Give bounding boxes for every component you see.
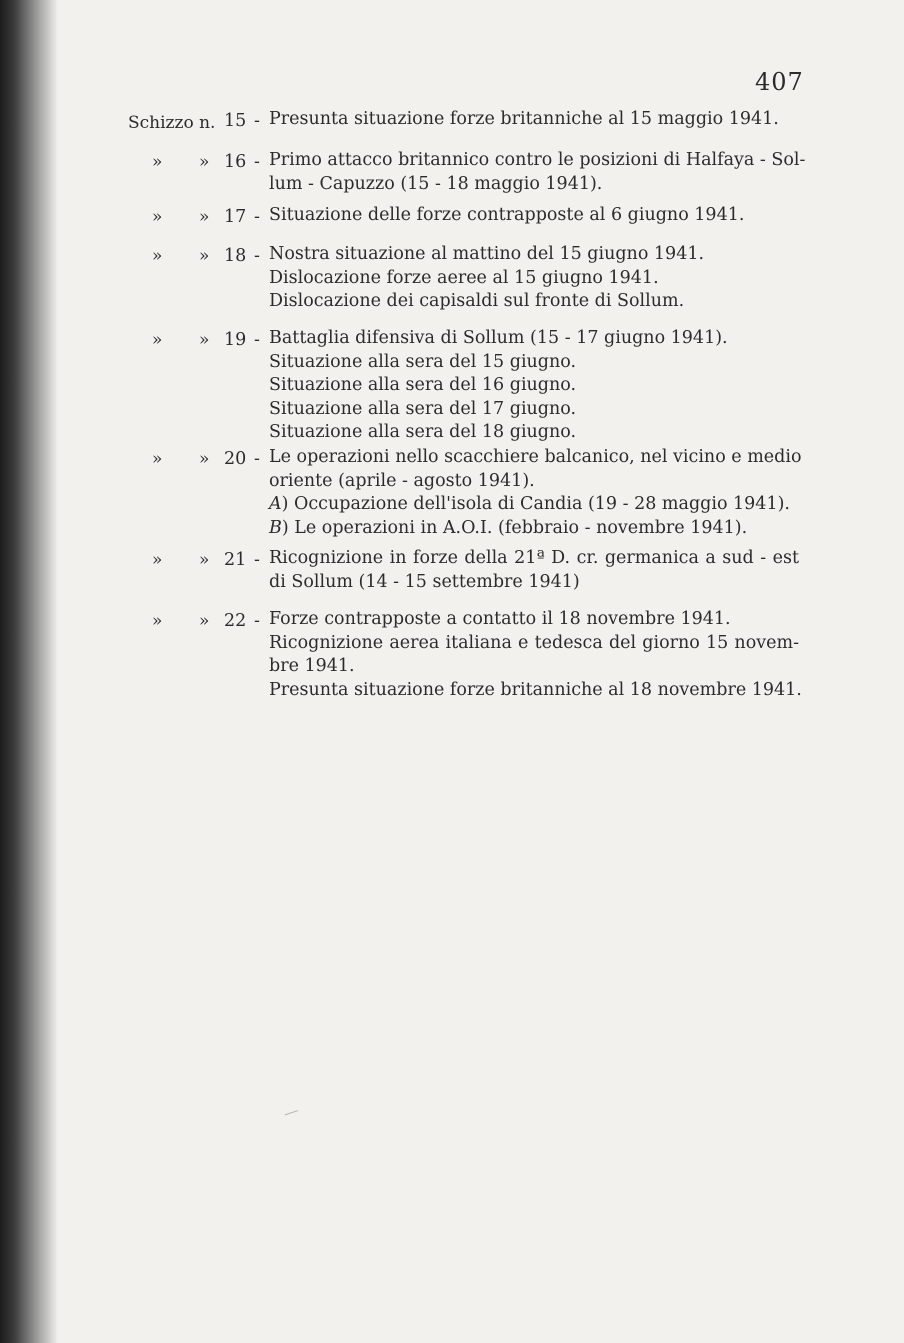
entry-line-text: Ricognizione in forze della 21ª D. cr. germanica a sud - est: [269, 548, 799, 568]
ditto-mark: »: [152, 152, 163, 172]
entry-line: [269, 290, 799, 314]
sketch-number: 17: [224, 207, 247, 227]
ditto-mark: »: [152, 207, 163, 227]
ditto-mark: »: [152, 611, 163, 631]
entry-line: [269, 351, 799, 375]
entry-line: [269, 493, 799, 517]
ditto-mark: »: [152, 550, 163, 570]
entry-line-text: ) Le operazioni in A.O.I. (febbraio - novembre 1941).: [281, 517, 748, 538]
entry-line: [269, 421, 799, 445]
entry-line: [269, 204, 799, 228]
ditto-mark: »: [152, 330, 163, 350]
entry-dash: -: [254, 111, 260, 131]
entry-dash: -: [254, 207, 260, 227]
sketch-number: 20: [224, 449, 247, 469]
ditto-mark: »: [199, 550, 210, 570]
entry-line: [269, 571, 799, 595]
entry-description: [269, 327, 799, 445]
entry-line: [269, 374, 799, 398]
page-number: 407: [755, 68, 804, 96]
entry-line: [269, 608, 799, 632]
entry-line-text: Presunta situazione forze britanniche al 18 novembre 1941.: [269, 679, 802, 700]
entry-line: [269, 446, 802, 470]
entry-line-text: Presunta situazione forze britanniche al 15 maggio 1941.: [269, 109, 779, 129]
entry-dash: -: [254, 550, 260, 570]
entry-line: [269, 108, 799, 132]
entry-line-text: Situazione alla sera del 16 giugno.: [269, 375, 577, 395]
sketch-prefix: Schizzo n.: [128, 113, 216, 133]
entry-line-text: di Sollum (14 - 15 settembre 1941): [269, 571, 580, 592]
entry-description: [269, 149, 806, 196]
entry-line: [269, 655, 799, 679]
ditto-mark: »: [199, 449, 210, 469]
entry-line: [269, 547, 799, 571]
entry-line: [269, 173, 799, 197]
entry-line: [269, 327, 799, 351]
entry-line-text: Situazione alla sera del 17 giugno.: [269, 398, 577, 419]
entry-line-text: Ricognizione aerea italiana e tedesca del giorno 15 novem-: [269, 632, 799, 653]
entry-line-text: Forze contrapposte a contatto il 18 novembre 1941.: [269, 609, 731, 629]
ditto-mark: »: [152, 449, 163, 469]
entry-line-text: Situazione delle forze contrapposte al 6 giugno 1941.: [269, 205, 745, 225]
entry-dash: -: [254, 152, 260, 172]
entry-line: [269, 679, 802, 703]
entry-line: [269, 243, 799, 267]
ditto-mark: »: [199, 330, 210, 350]
entry-dash: -: [254, 449, 260, 469]
ditto-mark: »: [199, 152, 210, 172]
entry-description: [269, 108, 799, 132]
entry-dash: -: [254, 330, 260, 350]
entry-line-text: Nostra situazione al mattino del 15 giugno 1941.: [269, 244, 705, 264]
entry-line-text: Le operazioni nello scacchiere balcanico, nel vicino e medio: [269, 447, 802, 467]
entry-line-text: lum - Capuzzo (15 - 18 maggio 1941).: [269, 173, 603, 194]
entry-description: [269, 204, 799, 228]
entry-line-text: Dislocazione dei capisaldi sul fronte di Sollum.: [269, 291, 685, 311]
sketch-number: 21: [224, 550, 247, 570]
entry-line: [269, 470, 799, 494]
entry-line-text: oriente (aprile - agosto 1941).: [269, 470, 535, 491]
entry-description: [269, 243, 799, 314]
entry-description: [269, 547, 799, 594]
entry-description: [269, 446, 802, 540]
entry-line-text: Primo attacco britannico contro le posizioni di Halfaya - Sol-: [269, 150, 806, 170]
entry-line-text: Battaglia difensiva di Sollum (15 - 17 giugno 1941).: [269, 328, 728, 348]
entry-line-text: Situazione alla sera del 18 giugno.: [269, 422, 577, 442]
entry-line: [269, 267, 799, 291]
entry-line: [269, 632, 799, 656]
entry-line: [269, 517, 799, 541]
sketch-number: 16: [224, 152, 247, 172]
sketch-number: 22: [224, 611, 247, 631]
entry-dash: -: [254, 246, 260, 266]
subsection-label: A: [269, 494, 282, 514]
entry-line-text: bre 1941.: [269, 656, 355, 676]
entry-dash: -: [254, 611, 260, 631]
entry-line-text: Situazione alla sera del 15 giugno.: [269, 351, 577, 372]
ditto-mark: »: [199, 246, 210, 266]
sketch-number: 18: [224, 246, 247, 266]
entry-line-text: Dislocazione forze aeree al 15 giugno 1941.: [269, 267, 659, 288]
sketch-number: 19: [224, 330, 247, 350]
sketch-number: 15: [224, 111, 247, 131]
entry-description: [269, 608, 802, 702]
ditto-mark: »: [199, 611, 210, 631]
subsection-label: B: [269, 517, 282, 538]
ditto-mark: »: [152, 246, 163, 266]
entry-line: [269, 149, 806, 173]
entry-line: [269, 398, 799, 422]
entry-line-text: ) Occupazione dell'isola di Candia (19 - 28 maggio 1941).: [281, 494, 790, 514]
ditto-mark: »: [199, 207, 210, 227]
